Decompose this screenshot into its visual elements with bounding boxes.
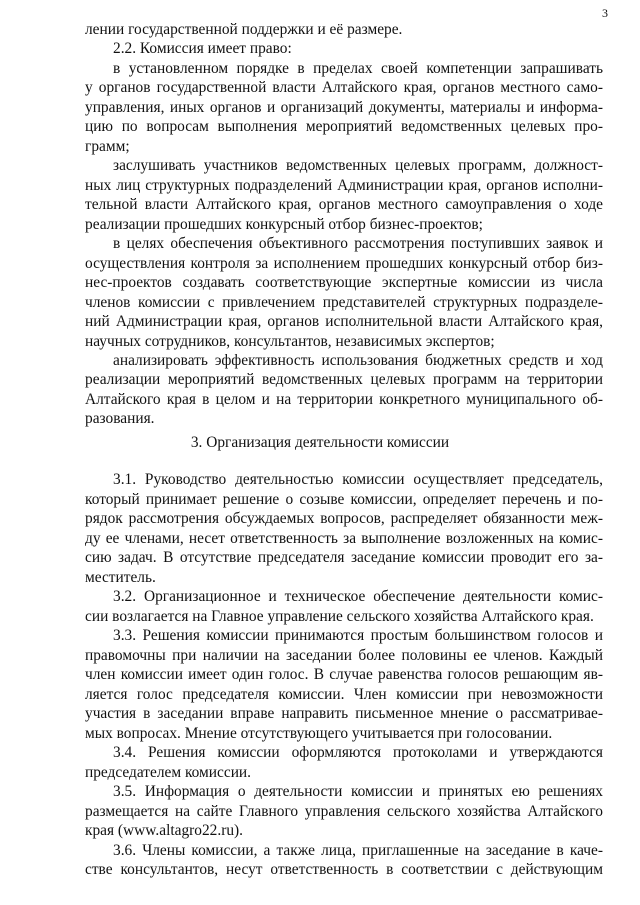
text-line [0, 195, 640, 214]
text-line-content: размещается на сайте Главного управления сельского хозяйства Алтайского [85, 803, 603, 820]
text-line-content: 3.1. Руководство деятельностью комиссии осуществляет председатель, [113, 471, 603, 488]
text-line-content: управления, иных органов и организаций документы, материалы и информа- [85, 99, 603, 116]
text-line [0, 724, 640, 743]
text-line [0, 156, 640, 175]
text-line [0, 39, 640, 58]
text-line [0, 98, 640, 117]
text-line-content: реализации мероприятий ведомственных целевых программ на территории [85, 371, 603, 388]
text-line-content: рядок рассмотрения обсуждаемых вопросов, распределяет обязанности меж- [85, 510, 603, 527]
text-line-content: заслушивать участников ведомственных целевых программ, должност- [113, 157, 603, 174]
text-line-content: лении государственной поддержки и её размере. [85, 21, 403, 38]
text-line [0, 763, 640, 782]
text-line-content: 2.2. Комиссия имеет право: [113, 40, 292, 57]
text-line-content: участия в заседании вправе направить письменное мнение о рассматривае- [85, 705, 603, 722]
text-line-content: ду ее членами, несет ответственность за выполнение возложенных на комис- [85, 530, 603, 547]
text-line-content: разования. [85, 410, 155, 427]
text-line-content: научных сотрудников, консультантов, независимых экспертов; [85, 333, 495, 350]
text-line [0, 370, 640, 389]
text-line [0, 117, 640, 136]
text-line-content: ных лиц структурных подразделений Администрации края, органов исполни- [85, 177, 603, 194]
text-line-content: стве консультантов, несут ответственность в соответствии с действующим [85, 861, 603, 878]
text-line-content: нес-проектов создавать соответствующие экспертные комиссии из числа [85, 274, 603, 291]
text-line [0, 626, 640, 645]
text-line [0, 646, 640, 665]
text-line-content: края (www.altagro22.ru). [85, 822, 244, 839]
text-line-content: 3.6. Члены комиссии, а также лица, приглашенные на заседание в каче- [113, 842, 603, 859]
text-line-content: сии возлагается на Главное управление сельского хозяйства Алтайского края. [85, 608, 594, 625]
text-line [0, 704, 640, 723]
text-line-content: у органов государственной власти Алтайского края, органов местного само- [85, 79, 603, 96]
text-line-content: цию по вопросам выполнения мероприятий ведомственных целевых про- [85, 118, 603, 135]
text-line-content: реализации прошедших конкурсный отбор бизнес-проектов; [85, 216, 483, 233]
text-line [0, 587, 640, 606]
page-number: 3 [602, 6, 608, 20]
text-line [0, 821, 640, 840]
text-line [0, 312, 640, 331]
text-line-content: в целях обеспечения объективного рассмотрения поступивших заявок и [113, 235, 603, 252]
text-line [0, 332, 640, 351]
text-line-content: в установленном порядке в пределах своей компетенции запрашивать [113, 60, 603, 77]
text-line [0, 802, 640, 821]
text-line [0, 665, 640, 684]
section-heading: 3. Организация деятельности комиссии [190, 434, 450, 451]
text-line-content: председателем комиссии. [85, 764, 252, 781]
text-line [0, 20, 640, 39]
text-line-content: 3.2. Организационное и техническое обеспечение деятельности комис- [113, 588, 603, 605]
text-line [0, 176, 640, 195]
text-line [0, 59, 640, 78]
text-line [0, 470, 640, 489]
text-line-content: правомочны при наличии на заседании более половины ее членов. Каждый [85, 647, 603, 664]
text-line [0, 78, 640, 97]
text-line [0, 782, 640, 801]
text-line-content: 3.5. Информация о деятельности комиссии и принятых ею решениях [113, 783, 603, 800]
text-line [0, 273, 640, 292]
text-line [0, 743, 640, 762]
text-line-content: член комиссии имеет один голос. В случае равенства голосов решающим яв- [85, 666, 603, 683]
text-line-content: сию задач. В отсутствие председателя заседание комиссии проводит его за- [85, 549, 603, 566]
text-line [0, 509, 640, 528]
text-line-content: ний Администрации края, органов исполнительной власти Алтайского края, [85, 313, 603, 330]
text-line [0, 234, 640, 253]
text-line-content: Алтайского края в целом и на территории конкретного муниципального об- [85, 391, 603, 408]
text-line-content: который принимает решение о созыве комиссии, определяет перечень и по- [85, 491, 603, 508]
text-line-content: мых вопросах. Мнение отсутствующего учитывается при голосовании. [85, 725, 553, 742]
text-line [0, 215, 640, 234]
text-line-content: 3.4. Решения комиссии оформляются протоколами и утверждаются [113, 744, 603, 761]
text-line [0, 607, 640, 626]
text-line [0, 841, 640, 860]
text-line-content: грамм; [85, 138, 130, 155]
text-line-content: меститель. [85, 569, 156, 586]
text-line [0, 860, 640, 879]
text-line [0, 254, 640, 273]
text-line [0, 529, 640, 548]
text-line-content: анализировать эффективность использования бюджетных средств и ход [113, 352, 603, 369]
text-line [0, 137, 640, 156]
text-line [0, 568, 640, 587]
text-line [0, 685, 640, 704]
text-line-content: ляется голос председателя комиссии. Член комиссии при невозможности [85, 686, 603, 703]
text-line [0, 490, 640, 509]
text-line-content: осуществления контроля за исполнением прошедших конкурсный отбор биз- [85, 255, 603, 272]
text-line [0, 548, 640, 567]
text-line-content: членов комиссии с привлечением представителей структурных подразделе- [85, 294, 603, 311]
text-line [0, 351, 640, 370]
text-line [0, 293, 640, 312]
text-line-content: 3.3. Решения комиссии принимаются простым большинством голосов и [113, 627, 603, 644]
text-line [0, 409, 640, 428]
text-line [0, 390, 640, 409]
text-line-content: тельной власти Алтайского края, органов местного самоуправления о ходе [85, 196, 603, 213]
